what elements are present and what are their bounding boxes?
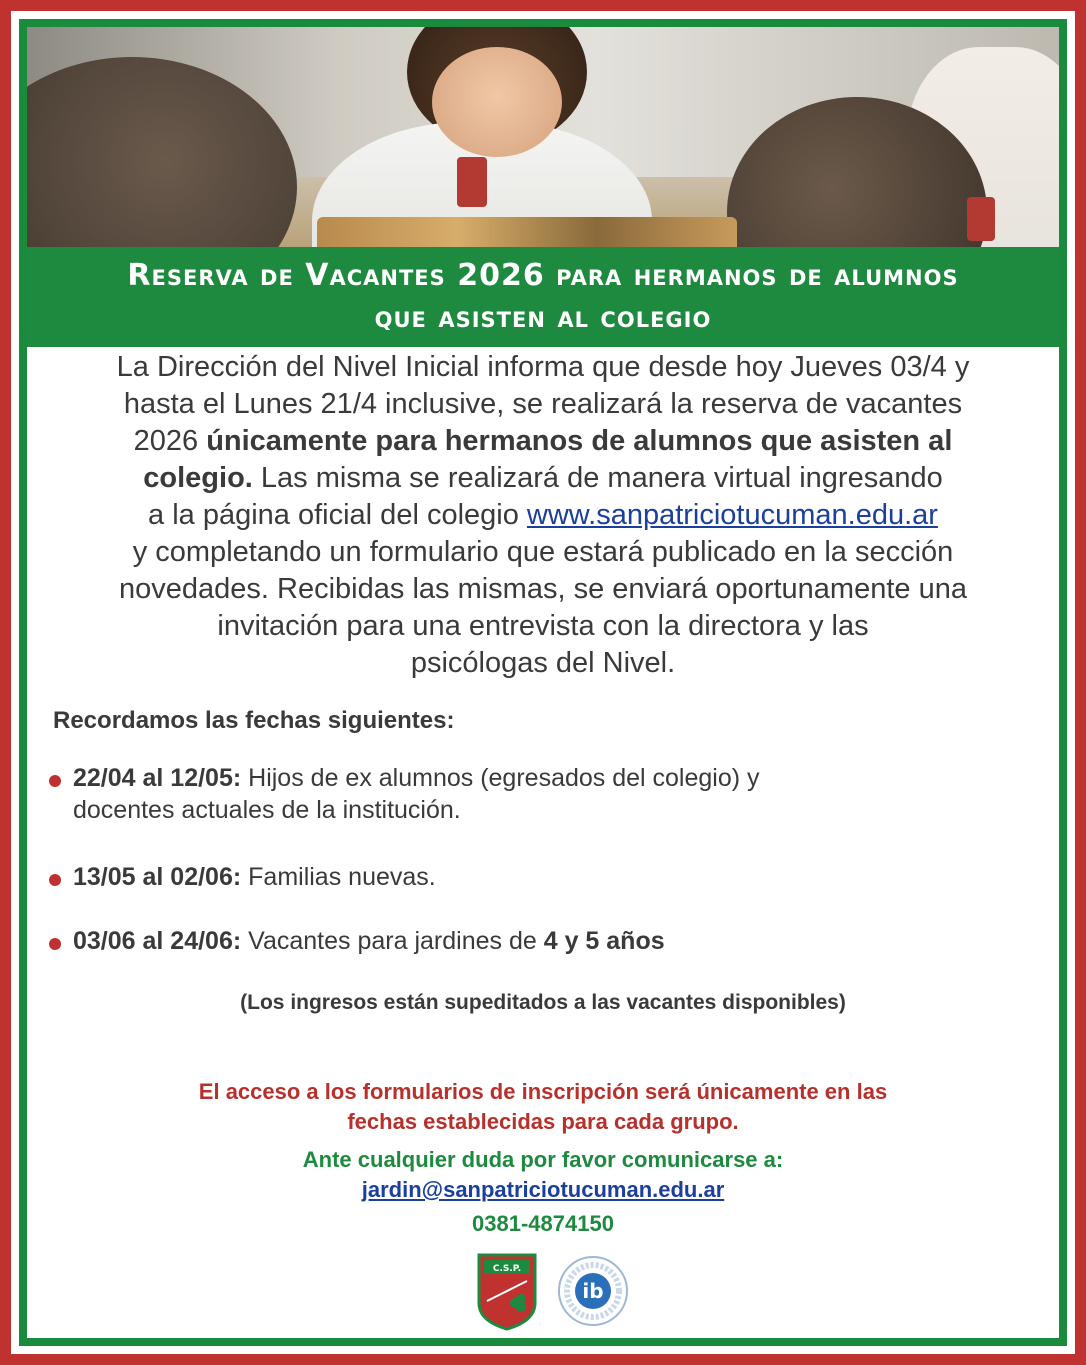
contact-block: Ante cualquier duda por favor comunicarse a: jardin@sanpatriciotucuman.edu.ar (27, 1145, 1059, 1205)
csp-shield-logo (479, 1255, 535, 1329)
flyer (27, 27, 1059, 1338)
bullet-icon (49, 938, 61, 950)
title-line-2: que asisten al colegio (374, 300, 712, 335)
vacancies-note: (Los ingresos están supeditados a las vacantes disponibles) (240, 991, 846, 1014)
ib-world-school-logo (559, 1257, 627, 1325)
bullet-icon (49, 874, 61, 886)
bullet-icon (49, 775, 61, 787)
svg-text:ib: ib (582, 1279, 604, 1303)
phone-number: 0381-4874150 (472, 1211, 614, 1236)
header-photo (27, 27, 1059, 247)
intro-paragraph: La Dirección del Nivel Inicial informa que desde hoy Jueves 03/4 y hasta el Lunes 21/4 inclusive, se realizará la reserva de vacantes 2026 únicamente para hermanos de alumnos que asisten al colegio. Las misma se realizará de manera virtual ingresando a la página oficial del colegio www.sanpatriciotucuman.edu.ar y completando un formulario que estará publicado en la sección novedades. Recibidas las mismas, se enviará oportunamente una invitación para una entrevista con la directora y las psicólogas del Nivel. (116, 351, 970, 679)
svg-text:C.S.P.: C.S.P. (492, 1264, 522, 1274)
title-line-1: Reserva de Vacantes 2026 para hermanos de alumnos (127, 258, 959, 293)
access-notice: El acceso a los formularios de inscripción será únicamente en las fechas establecidas para cada grupo. (198, 1079, 888, 1134)
dates-heading: Recordamos las fechas siguientes: (53, 707, 455, 734)
logos (475, 1251, 635, 1331)
date-item: 22/04 al 12/05: Hijos de ex alumnos (egresados del colegio) y docentes actuales de la institución. (49, 762, 760, 826)
date-item: 13/05 al 02/06: Familias nuevas. (49, 861, 436, 893)
date-item: 03/06 al 24/06: Vacantes para jardines de 4 y 5 años (49, 925, 665, 957)
email-link[interactable]: jardin@sanpatriciotucuman.edu.ar (361, 1177, 725, 1202)
title-banner (27, 247, 1059, 347)
website-link[interactable]: www.sanpatriciotucuman.edu.ar (526, 499, 938, 531)
